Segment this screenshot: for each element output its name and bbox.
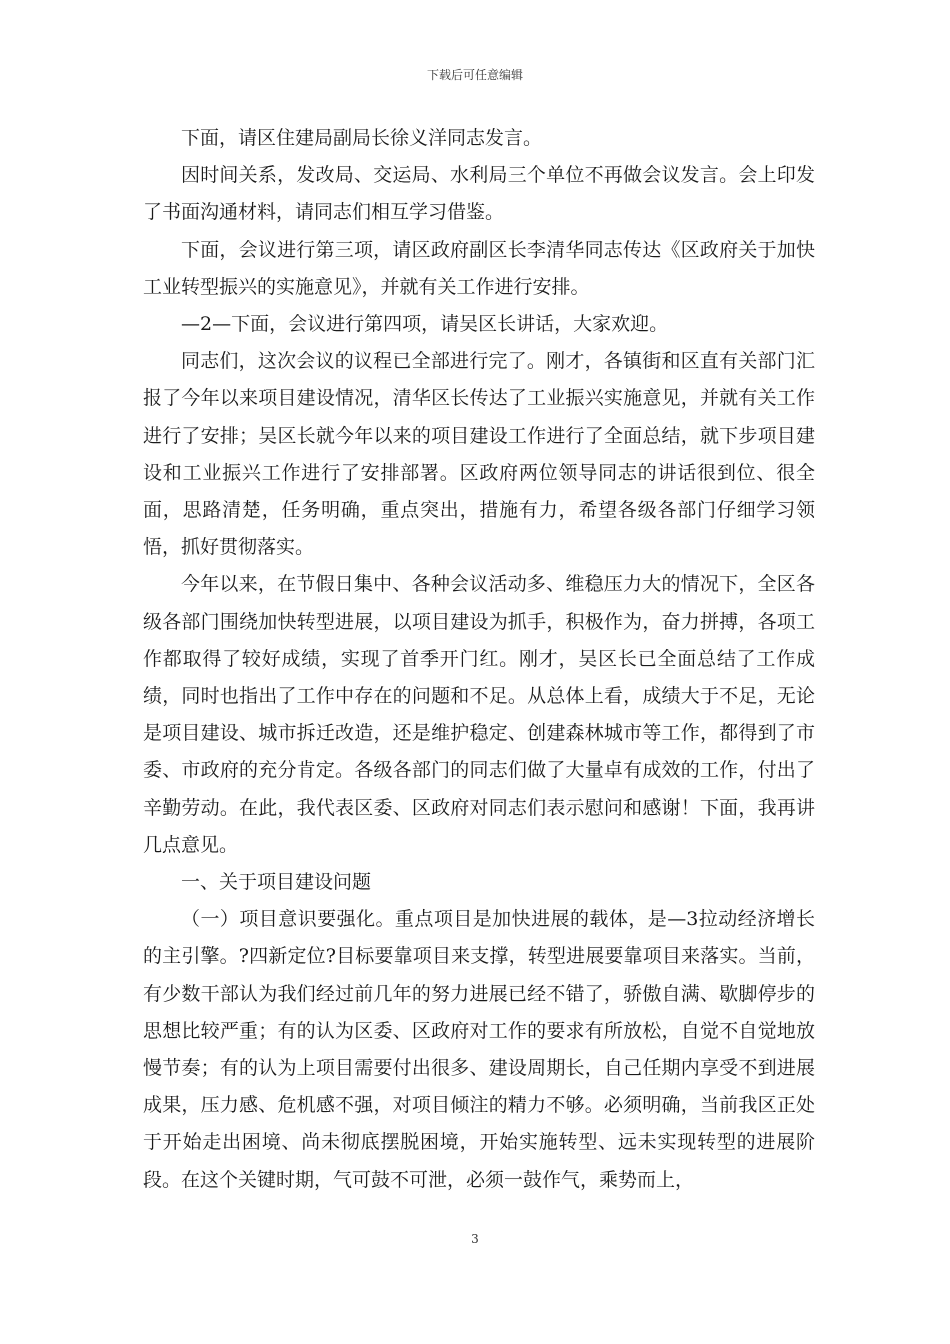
section-heading-1: 一、关于项目建设问题 <box>181 871 372 894</box>
document-body <box>143 120 815 1199</box>
paragraph-2: 因时间关系，发改局、交运局、水利局三个单位不再做会议发言。会上印发了书面沟通材料，请同志们相互学习借鉴。 <box>143 164 815 224</box>
paragraph-3: 下面，会议进行第三项，请区政府副区长李清华同志传达《区政府关于加快工业转型振兴的实施意见》，并就有关工作进行安排。 <box>143 238 815 298</box>
paragraph-5: 同志们，这次会议的议程已全部进行完了。刚才，各镇街和区直有关部门汇报了今年以来项目建设情况，清华区长传达了工业振兴实施意见，并就有关工作进行了安排；吴区长就今年以来的项目建设工作进行了全面总结，就下步项目建设和工业振兴工作进行了安排部署。区政府两位领导同志的讲话很到位、很全面，思路清楚，任务明确，重点突出，措施有力，希望各级各部门仔细学习领悟，抓好贯彻落实。 <box>143 350 815 559</box>
page-header-note: 下载后可任意编辑 <box>426 68 523 82</box>
paragraph-4: —2—下面，会议进行第四项，请吴区长讲话，大家欢迎。 <box>181 313 669 336</box>
page-number: 3 <box>471 1232 479 1246</box>
paragraph-1: 下面，请区住建局副局长徐义洋同志发言。 <box>181 127 543 149</box>
paragraph-6: 今年以来，在节假日集中、各种会议活动多、维稳压力大的情况下，全区各级各部门围绕加快转型进展，以项目建设为抓手，积极作为，奋力拼搏，各项工作都取得了较好成绩，实现了首季开门红。刚才，吴区长已全面总结了工作成绩，同时也指出了工作中存在的问题和不足。从总体上看，成绩大于不足，无论是项目建设、城市拆迁改造，还是维护稳定、创建森林城市等工作，都得到了市委、市政府的充分肯定。各级各部门的同志们做了大量卓有成效的工作，付出了辛勤劳动。在此，我代表区委、区政府对同志们表示慰问和感谢！下面，我再讲几点意见。 <box>143 573 815 856</box>
paragraph-7: （一）项目意识要强化。重点项目是加快进展的载体，是—3拉动经济增长的主引擎。?四新定位?目标要靠项目来支撑，转型进展要靠项目来落实。当前，有少数干部认为我们经过前几年的努力进展已经不错了，骄傲自满、歇脚停步的思想比较严重；有的认为区委、区政府对工作的要求有所放松，自觉不自觉地放慢节奏；有的认为上项目需要付出很多、建设周期长，自己任期内享受不到进展成果，压力感、危机感不强，对项目倾注的精力不够。必须明确，当前我区正处于开始走出困境、尚未彻底摆脱困境，开始实施转型、远未实现转型的进展阶段。在这个关键时期，气可鼓不可泄，必须一鼓作气，乘势而上， <box>143 908 815 1191</box>
